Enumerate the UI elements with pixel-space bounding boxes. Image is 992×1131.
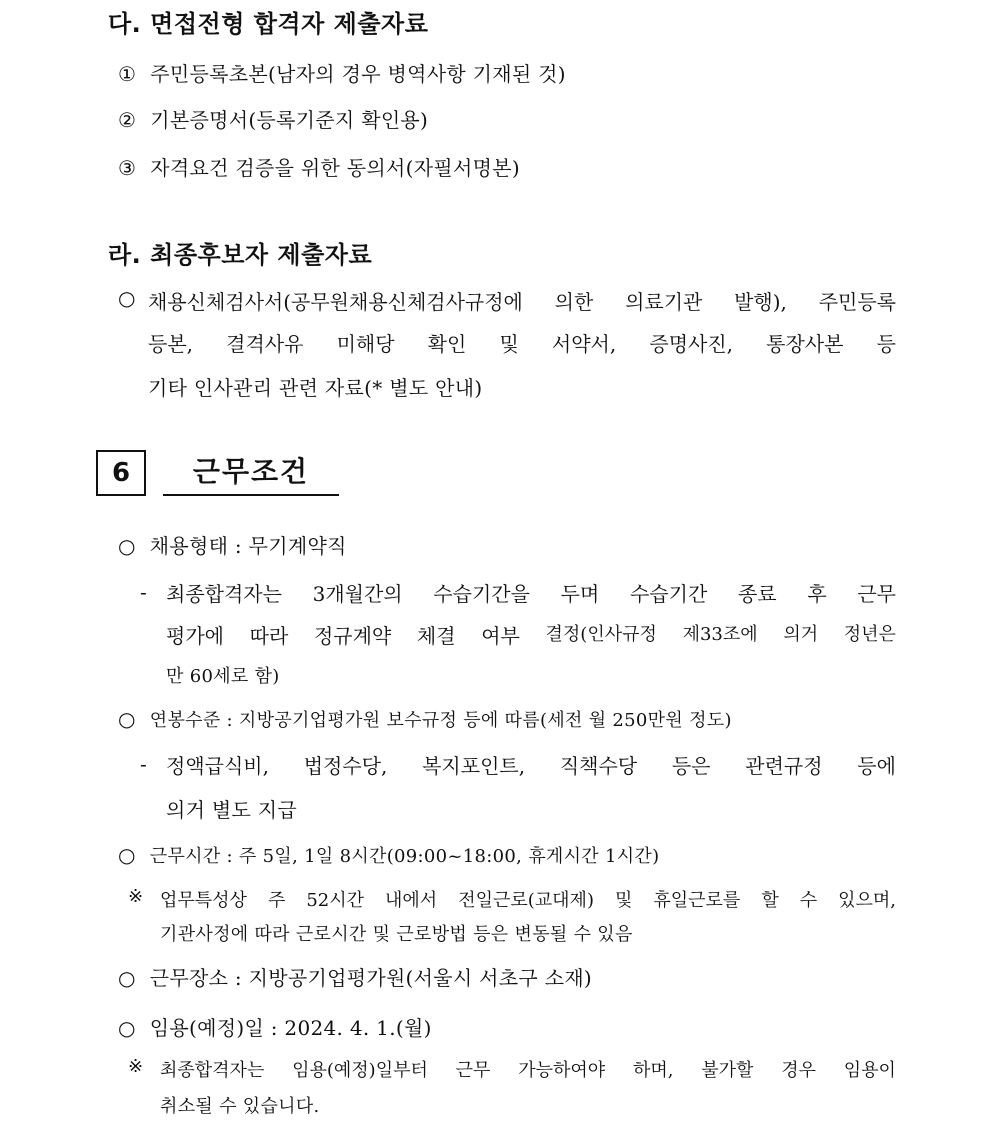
word: 관련규정 [745, 754, 823, 778]
dash-mark: - [140, 752, 148, 776]
word: 서약서, [551, 332, 617, 356]
word: 할 [761, 890, 779, 911]
item-number-1: ① [118, 62, 137, 86]
dash-mark: - [140, 580, 148, 604]
bullet-mark: ○ [118, 966, 136, 990]
section-number-box: 6 [96, 450, 146, 496]
word: 채용신체검사서(공무원채용신체검사규정에 [148, 290, 523, 314]
working-hours [118, 842, 659, 868]
word: 체결 [416, 624, 456, 648]
word: 하며, [632, 1060, 674, 1081]
word: 및 [614, 890, 633, 911]
section-ra-heading: 라. 최종후보자 제출자료 [108, 241, 373, 269]
hours-text: 근무시간 : 주 5일, 1일 8시간(09:00~18:00, 휴게시간 1시간) [149, 846, 660, 867]
salary-sub-line-1 [166, 750, 896, 779]
word: 전일근로(교대제) [458, 890, 594, 911]
word: 확인 [427, 332, 467, 356]
word: 종료 [737, 582, 777, 606]
employment-sub-line-2 [166, 620, 896, 649]
word: 발행), [734, 290, 787, 314]
item-text: 기본증명서(등록기준지 확인용) [150, 108, 429, 132]
word: 등본, [148, 332, 193, 356]
word: 평가에 [166, 624, 224, 648]
word: 제33조에 [682, 624, 758, 645]
word: 내에서 [385, 890, 438, 911]
word: 의거 [783, 624, 819, 645]
hours-note-line-1 [160, 886, 896, 912]
word: 복지포인트, [422, 754, 526, 778]
hours-note-line-2: 기관사정에 따라 근로시간 및 근로방법 등은 변동될 수 있음 [160, 924, 633, 945]
word: 최종합격자는 [166, 582, 282, 606]
word: 후 [807, 582, 827, 606]
start-date-note-line-2: 취소될 수 있습니다. [160, 1096, 320, 1117]
word: 임용이 [843, 1060, 896, 1081]
word: 주 [267, 890, 286, 911]
word: 의한 [554, 290, 594, 314]
note-mark: ※ [128, 1056, 144, 1077]
word: 따라 [249, 624, 289, 648]
word: 의료기관 [625, 290, 703, 314]
word: 직책수당 [559, 754, 638, 778]
word: 및 [499, 332, 519, 356]
employment-sub-line-1 [166, 578, 896, 607]
work-location [118, 962, 592, 991]
word: 수습기간을 [433, 582, 530, 606]
location-text: 근무장소 : 지방공기업평가원(서울시 서초구 소재) [149, 966, 593, 990]
bullet-mark: ○ [118, 286, 136, 310]
start-date [118, 1012, 432, 1041]
section-da-item-3 [118, 152, 520, 181]
word: 정규계약 [313, 624, 392, 648]
bullet-mark: ○ [118, 534, 136, 558]
word: 여부 [481, 624, 520, 648]
word: 두며 [560, 582, 600, 606]
employment-sub-line-3: 만 60세로 함) [166, 666, 280, 687]
section-da-item-2 [118, 104, 428, 133]
word: 미해당 [336, 332, 395, 356]
item-number-2: ② [118, 108, 137, 132]
section-ra-line-2 [148, 328, 896, 357]
word: 수 [799, 890, 818, 911]
salary-text: 연봉수준 : 지방공기업평가원 보수규정 등에 따름(세전 월 250만원 정도) [149, 710, 732, 731]
word: 등 [876, 332, 896, 356]
word: 3개월간의 [312, 582, 403, 606]
salary-sub-line-2: 의거 별도 지급 [166, 798, 298, 822]
bullet-mark: ○ [118, 1016, 136, 1040]
section-ra-line-1 [148, 286, 896, 315]
section-ra-line-3: 기타 인사관리 관련 자료(* 별도 안내) [148, 376, 483, 400]
word: 등에 [857, 754, 896, 778]
word: 통장사본 [766, 332, 844, 356]
bullet-mark: ○ [118, 707, 136, 731]
word: 증명사진, [649, 332, 734, 356]
start-date-text: 임용(예정)일 : 2024. 4. 1.(월) [149, 1016, 432, 1040]
word: 최종합격자는 [160, 1060, 265, 1081]
item-text: 자격요건 검증을 위한 동의서(자필서명본) [150, 156, 520, 180]
word: 있으며, [838, 890, 896, 911]
word: 가능하여야 [518, 1060, 606, 1081]
bullet-mark: ○ [118, 843, 136, 867]
word: 정액급식비, [166, 754, 269, 778]
section-da-heading: 다. 면접전형 합격자 제출자료 [108, 10, 429, 38]
section-6-title: 근무조건 [163, 450, 339, 496]
word: 불가할 [701, 1060, 754, 1081]
word: 등은 [671, 754, 711, 778]
word: 임용(예정)일부터 [292, 1060, 428, 1081]
word: 업무특성상 [160, 890, 247, 911]
employment-text: 채용형태 : 무기계약직 [149, 534, 347, 558]
word: 휴일근로를 [653, 890, 741, 911]
start-date-note-line-1 [160, 1056, 896, 1082]
word: 수습기간 [630, 582, 708, 606]
note-mark: ※ [128, 886, 144, 907]
employment-type [118, 530, 347, 559]
item-text: 주민등록초본(남자의 경우 병역사항 기재된 것) [150, 62, 566, 86]
word: 결격사유 [226, 332, 304, 356]
section-da-item-1 [118, 58, 566, 87]
word: 결정(인사규정 [545, 624, 657, 645]
word: 52시간 [306, 890, 365, 911]
word: 법정수당, [303, 754, 388, 778]
word: 정년은 [843, 624, 896, 645]
word: 주민등록 [818, 290, 896, 314]
word: 근무 [857, 582, 896, 606]
word: 경우 [781, 1060, 816, 1081]
salary [118, 706, 732, 732]
item-number-3: ③ [118, 156, 137, 180]
word: 근무 [455, 1060, 491, 1081]
